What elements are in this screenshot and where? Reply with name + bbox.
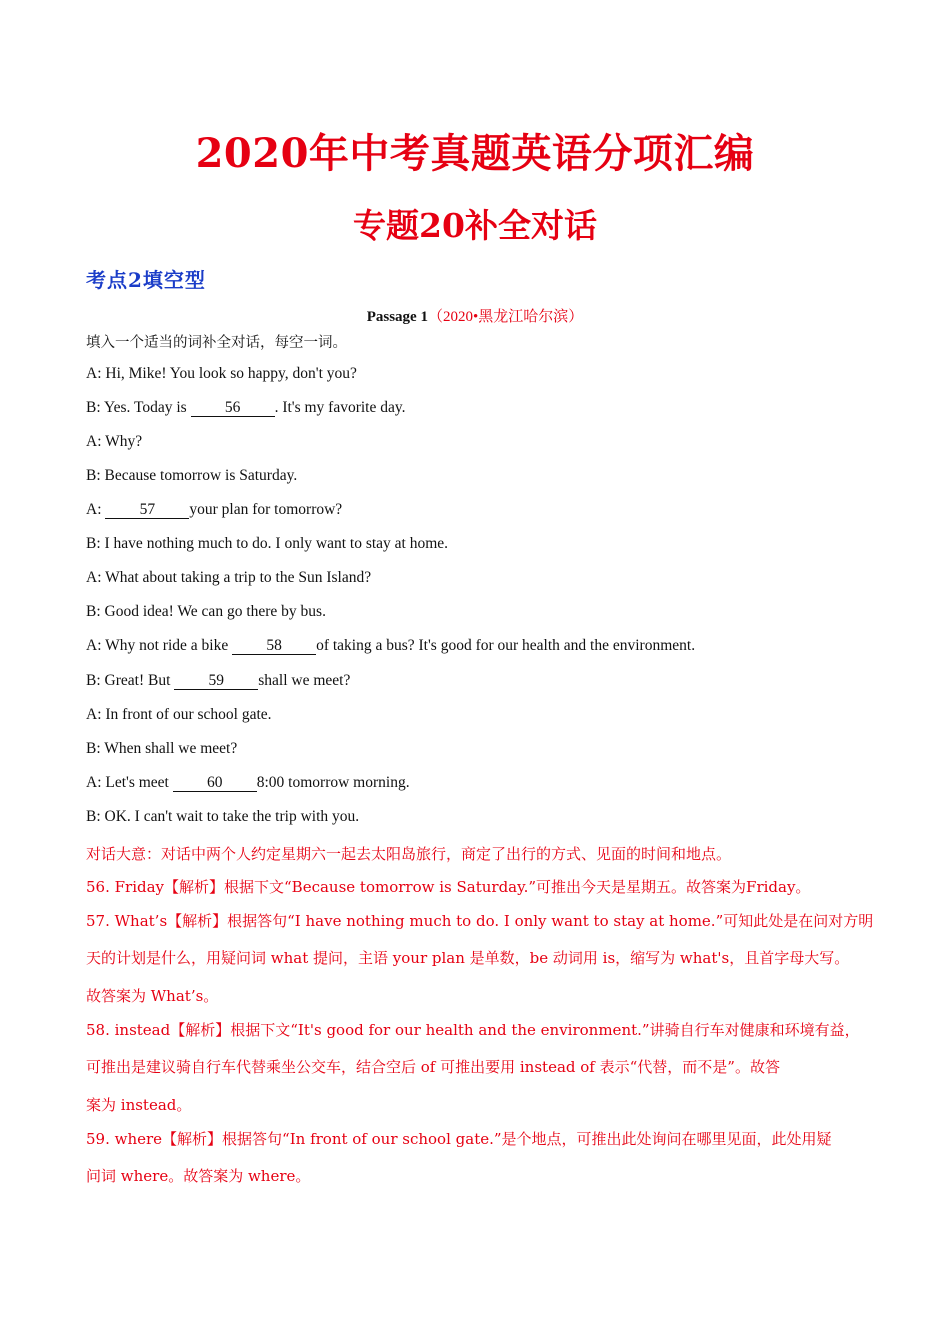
dialogue-line: B: When shall we meet? (86, 740, 238, 757)
instruction: 填入一个适当的词补全对话，每空一词。 (86, 335, 347, 351)
dialogue-line (86, 774, 410, 792)
dialogue-text: your plan for tomorrow? (189, 501, 343, 518)
dialogue-line (86, 399, 406, 417)
analysis-59-line1: 59. where【解析】根据答句“In front of our school gate.”是个地点，可推出此处询问在哪里见面，此处用疑 (86, 1130, 832, 1148)
passage-source-close: ） (568, 309, 584, 325)
dialogue-line (86, 672, 350, 690)
analysis-57-line3: 故答案为 What’s。 (86, 987, 219, 1005)
dialogue-line: B: OK. I can't wait to take the trip with you. (86, 808, 360, 825)
dialogue-line: A: In front of our school gate. (86, 706, 272, 723)
dialogue-text: of taking a bus? It's good for our health and the environment. (316, 637, 696, 654)
dialogue-line: B: I have nothing much to do. I only want to stay at home. (86, 535, 449, 552)
passage-source-open: （ (427, 309, 443, 325)
analysis-59-line2: 问词 where。故答案为 where。 (86, 1167, 311, 1185)
dialogue-text: A: (86, 501, 106, 518)
dialogue-line (86, 637, 695, 655)
blank-56: 56 (191, 400, 275, 417)
document-title: 2020年中考真题英语分项汇编 (195, 130, 755, 177)
dialogue-text: shall we meet? (258, 672, 351, 689)
document-subtitle: 专题20补全对话 (353, 206, 597, 245)
analysis-58-line3: 案为 instead。 (86, 1096, 192, 1114)
dialogue-line (86, 501, 342, 519)
section-heading: 考点2填空型 (86, 268, 206, 292)
analysis-summary: 对话大意：对话中两个人约定星期六一起去太阳岛旅行，商定了出行的方式、见面的时间和地点。 (86, 845, 732, 863)
passage-heading (0, 305, 950, 326)
analysis-57-line2: 天的计划是什么，用疑问词 what 提问，主语 your plan 是单数，be 动词用 is，缩写为 what's，且首字母大写。 (86, 949, 850, 967)
analysis-58-line2: 可推出是建议骑自行车代替乘坐公交车，结合空后 of 可推出要用 instead of 表示“代替，而不是”。故答 (86, 1058, 780, 1076)
dialogue-line: A: What about taking a trip to the Sun Island? (86, 569, 372, 586)
passage-name: Passage 1 (366, 309, 428, 325)
dialogue-line: B: Because tomorrow is Saturday. (86, 467, 298, 484)
analysis-58-line1: 58. instead【解析】根据下文“It's good for our health and the environment.”讲骑自行车对健康和环境有益， (86, 1021, 860, 1039)
dialogue-line: A: Hi, Mike! You look so happy, don't you? (86, 365, 357, 382)
dialogue-text: A: Let's meet (86, 774, 173, 791)
passage-source: 2020•黑龙江哈尔滨 (442, 309, 569, 325)
dialogue-text: 8:00 tomorrow morning. (256, 774, 410, 791)
analysis-57-line1: 57. What’s【解析】根据答句“I have nothing much to do. I only want to stay at home.”可知此处是在问对方明 (86, 912, 874, 930)
blank-57: 57 (105, 502, 189, 519)
dialogue-line: B: Good idea! We can go there by bus. (86, 603, 326, 620)
blank-60: 60 (173, 775, 257, 792)
blank-59: 59 (174, 673, 258, 690)
dialogue-text: . It's my favorite day. (274, 399, 406, 416)
dialogue-text: B: Yes. Today is (86, 399, 191, 416)
analysis-56: 56. Friday【解析】根据下文“Because tomorrow is Saturday.”可推出今天是星期五。故答案为Friday。 (86, 878, 811, 896)
blank-58: 58 (232, 638, 316, 655)
dialogue-text: B: Great! But (86, 672, 175, 689)
dialogue-line: A: Why? (86, 433, 143, 450)
dialogue-text: A: Why not ride a bike (86, 637, 233, 654)
